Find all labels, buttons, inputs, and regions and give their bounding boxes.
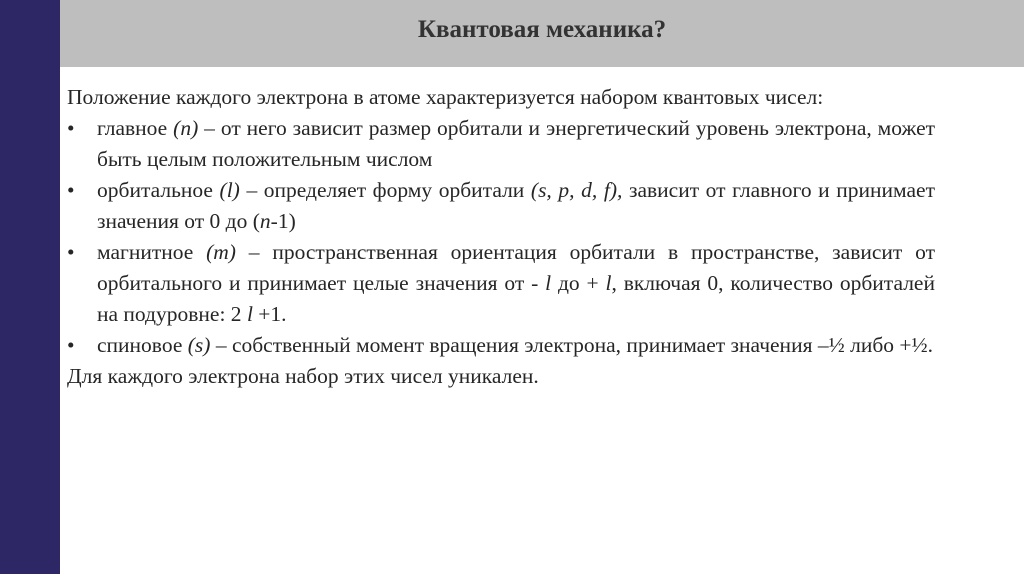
bullet-text: – собственный момент вращения электрона, принимает значения –½ либо +½. [210,333,934,357]
variable-l: l [605,271,612,295]
bullet-orbital [67,175,935,237]
orbital-shapes: (s, p, d, f), [530,178,623,202]
bullet-term: спиновое [97,333,183,357]
slide-title: Квантовая механика? [417,16,667,43]
bullet-text: зависит от главного и принимает значения от 0 до ( [97,178,935,233]
bullet-symbol: (s) [187,333,211,357]
bullet-term: магнитное [97,240,194,264]
bullet-text: -1) [270,209,296,233]
left-accent-bar [0,0,60,574]
bullet-icon: • [67,116,75,140]
bullet-text: – пространственная ориентация орбитали в пространстве, зависит от орбитального и принимает целые значения от - [97,240,935,295]
intro-paragraph: Положение каждого электрона в атоме характеризуется набором квантовых чисел: [67,85,824,109]
title-bar [60,0,1024,67]
bullet-icon: • [67,178,75,202]
bullet-text: – от него зависит размер орбитали и энергетический уровень электрона, может быть целым положительным числом [97,116,936,171]
bullet-symbol: (n) [173,116,199,140]
bullet-magnetic [67,237,935,330]
conclusion-paragraph: Для каждого электрона набор этих чисел уникален. [67,364,539,388]
bullet-text: – определяет форму орбитали [239,178,531,202]
bullet-icon: • [67,333,75,357]
bullet-text: +1. [252,302,287,326]
bullet-term: орбитальное [97,178,213,202]
bullet-spin [67,330,935,361]
bullet-symbol: (l) [219,178,240,202]
bullet-text: , включая 0, количество орбиталей на подуровне: 2 [97,271,935,326]
bullet-text: до + [551,271,606,295]
slide-body [67,82,935,392]
bullet-symbol: (m) [206,240,236,264]
bullet-icon: • [67,240,75,264]
variable-l: l [246,302,253,326]
bullet-principal [67,113,935,175]
variable-n: n [259,209,271,233]
variable-l: l [545,271,552,295]
bullet-term: главное [97,116,168,140]
